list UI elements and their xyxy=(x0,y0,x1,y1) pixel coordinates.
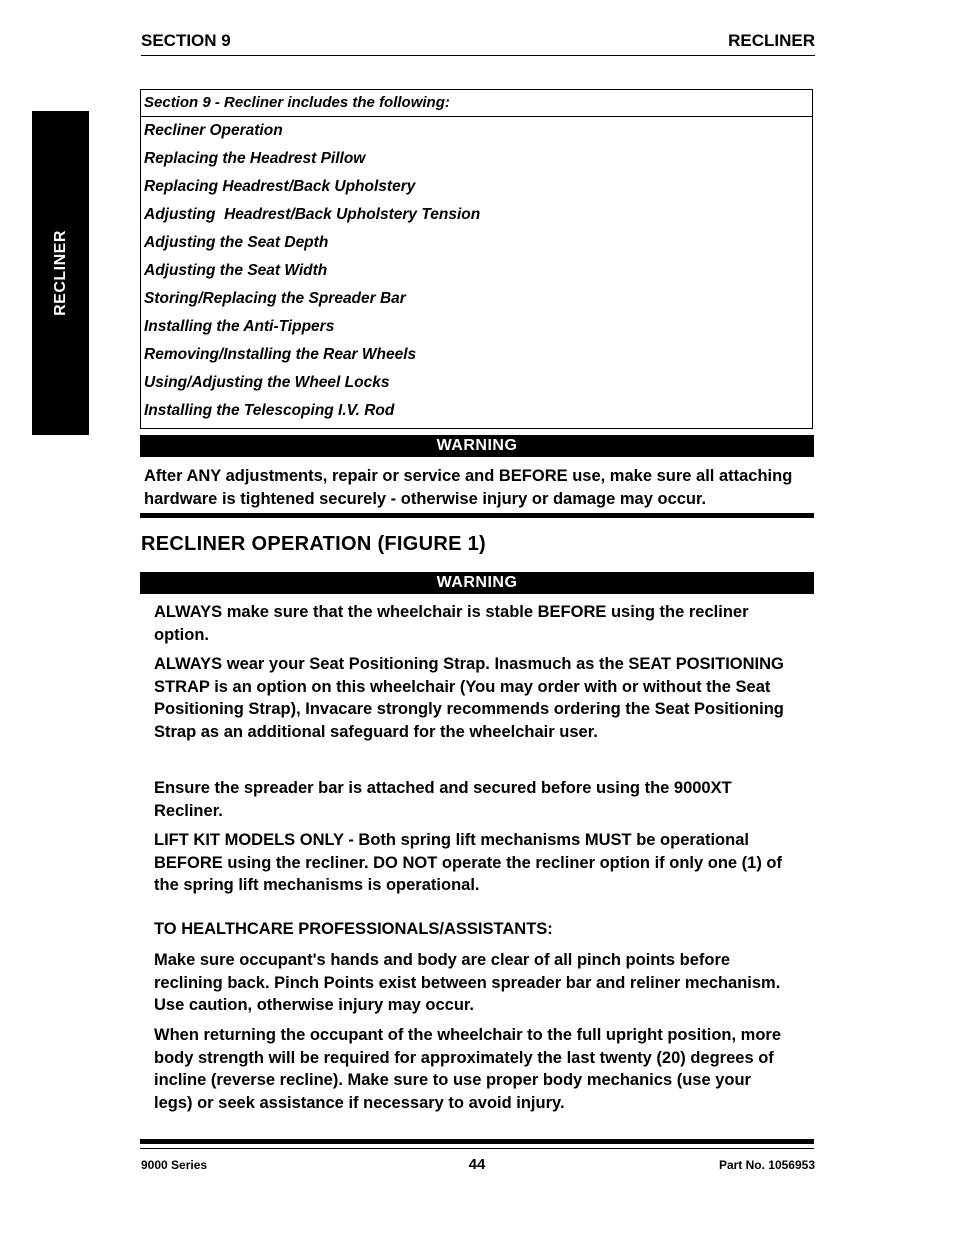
warning-paragraph: ALWAYS make sure that the wheelchair is stable BEFORE using the recliner option. xyxy=(154,603,749,644)
contents-item: Adjusting the Seat Width xyxy=(144,262,328,279)
subheading: TO HEALTHCARE PROFESSIONALS/ASSISTANTS: xyxy=(154,920,553,938)
contents-item: Adjusting Headrest/Back Upholstery Tension xyxy=(144,206,481,223)
warning-banner: WARNING xyxy=(140,572,814,594)
header-divider xyxy=(141,55,815,56)
warning-paragraph: Ensure the spreader bar is attached and secured before using the 9000XT Recliner. xyxy=(154,779,732,820)
warning-paragraph: When returning the occupant of the wheelchair to the full upright position, more body strength will be required for approximately the last twenty (20) degrees of incline (reverse recline). Make sure to use proper body mechanics (use your legs) or seek assistance if necessary to avoid injury. xyxy=(154,1026,781,1112)
section-number: SECTION 9 xyxy=(141,31,231,50)
warning-text: After ANY adjustments, repair or service and BEFORE use, make sure all attaching hardware is tightened securely - otherwise injury or damage may occur. xyxy=(144,467,793,508)
contents-item: Installing the Anti-Tippers xyxy=(144,318,335,335)
section-title-header: RECLINER xyxy=(728,31,815,50)
page-number: 44 xyxy=(468,1156,486,1173)
section-heading: RECLINER OPERATION (FIGURE 1) xyxy=(141,533,487,555)
contents-item: Recliner Operation xyxy=(144,122,283,139)
warning-paragraph: Make sure occupant's hands and body are clear of all pinch points before reclining back. Pinch Points exist between spreader bar and reliner mechanism. Use caution, otherwise injury may occur. xyxy=(154,951,781,1014)
side-tab-label: RECLINER xyxy=(51,230,69,316)
contents-item: Removing/Installing the Rear Wheels xyxy=(144,346,417,363)
contents-item: Replacing Headrest/Back Upholstery xyxy=(144,178,416,195)
contents-item: Replacing the Headrest Pillow xyxy=(144,150,366,167)
warning-paragraph: LIFT KIT MODELS ONLY - Both spring lift mechanisms MUST be operational BEFORE using the recliner. DO NOT operate the recliner option if only one (1) of the spring lift mechanisms is operational. xyxy=(154,831,782,894)
section-end-rule xyxy=(140,1139,814,1144)
contents-item: Installing the Telescoping I.V. Rod xyxy=(144,402,395,419)
warning-banner: WARNING xyxy=(140,435,814,457)
footer-divider xyxy=(140,1148,814,1149)
footer-part-number: Part No. 1056953 xyxy=(718,1158,815,1172)
footer-series: 9000 Series xyxy=(141,1158,208,1172)
warning-paragraph: ALWAYS wear your Seat Positioning Strap. Inasmuch as the SEAT POSITIONING STRAP is an option on this wheelchair (You may order with or without the Seat Positioning Strap), Invacare strongly recommends ordering the Seat Positioning Strap as an additional safeguard for the wheelchair user. xyxy=(154,655,784,741)
contents-box xyxy=(140,89,813,429)
contents-heading: Section 9 - Recliner includes the following: xyxy=(141,90,812,117)
side-tab xyxy=(32,111,89,435)
contents-item: Adjusting the Seat Depth xyxy=(144,234,329,251)
contents-item: Storing/Replacing the Spreader Bar xyxy=(144,290,406,307)
contents-item: Using/Adjusting the Wheel Locks xyxy=(144,374,390,391)
warning-end-rule xyxy=(140,513,814,518)
